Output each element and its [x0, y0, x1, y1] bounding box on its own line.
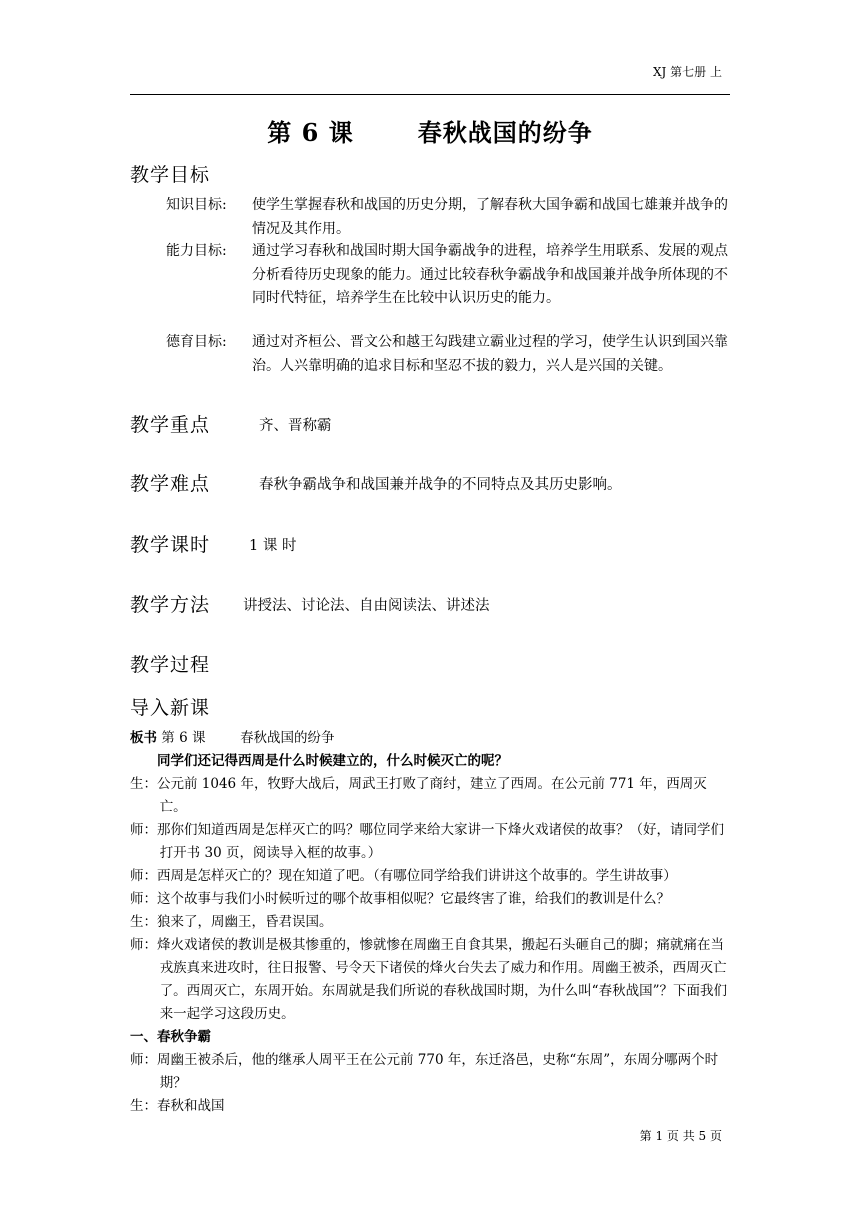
dialogue-line: 师：西周是怎样灭亡的？现在知道了吧。（有哪位同学给我们讲讲这个故事的。学生讲故事） — [130, 868, 677, 884]
section-heading: 一、春秋争霸 — [130, 1029, 211, 1045]
dialogue-line: 师：这个故事与我们小时候听过的哪个故事相似呢？它最终害了谁，给我们的教训是什么？ — [130, 891, 670, 907]
objective-ability — [166, 240, 732, 311]
hours-heading: 教学课时 — [130, 534, 211, 556]
lesson-number: 第 6 课 — [267, 118, 354, 147]
objective-text: 使学生掌握春秋和战国的历史分期，了解春秋大国争霸和战国七雄兼并战争的情况及其作用。 — [252, 197, 728, 237]
process-heading: 教学过程 — [130, 654, 211, 676]
difficulty-heading: 教学难点 — [130, 473, 211, 495]
dialogue-line: 师：那你们知道西周是怎样灭亡的吗？哪位同学来给大家讲一下烽火戏诸侯的故事？（好，请同学们打开书 30 页，阅读导入框的故事。） — [130, 822, 724, 861]
board-lesson: 第 6 课 — [161, 730, 206, 746]
objectives-heading: 教学目标 — [130, 164, 211, 186]
board-label: 板书 — [130, 730, 157, 746]
objective-moral — [166, 331, 732, 378]
board-line — [130, 727, 730, 750]
lesson-name: 春秋战国的纷争 — [417, 118, 593, 147]
objective-text: 通过对齐桓公、晋文公和越王勾践建立霸业过程的学习，使学生认识到国兴靠治。人兴靠明确的追求目标和坚忍不拔的毅力，兴人是兴国的关键。 — [252, 334, 728, 374]
method-heading: 教学方法 — [130, 594, 211, 616]
objective-label: 知识目标: — [166, 197, 227, 213]
header-divider — [130, 94, 730, 95]
dialogue-line: 师：周幽王被杀后，他的继承人周平王在公元前 770 年，东迁洛邑，史称“东周”，东周分哪两个时期？ — [130, 1052, 719, 1091]
opening-question: 同学们还记得西周是什么时候建立的，什么时候灭亡的呢？ — [157, 753, 508, 769]
difficulty-value: 春秋争霸战争和战国兼并战争的不同特点及其历史影响。 — [259, 477, 622, 493]
dialogue-line: 生：春秋和战国 — [130, 1098, 225, 1114]
objective-label: 能力目标: — [166, 243, 227, 259]
objective-knowledge — [166, 194, 732, 241]
dialogue-line: 生：狼来了，周幽王，昏君误国。 — [130, 914, 333, 930]
hours-value: 1 课 时 — [249, 538, 297, 554]
header-book-info: XJ 第七册 上 — [653, 65, 722, 79]
board-name: 春秋战国的纷争 — [240, 730, 335, 746]
page-number: 第 1 页 共 5 页 — [639, 1129, 722, 1143]
objective-label: 德育目标: — [166, 334, 227, 350]
method-value: 讲授法、讨论法、自由阅读法、讲述法 — [243, 598, 490, 614]
lesson-title — [0, 113, 860, 148]
key-points-heading: 教学重点 — [130, 414, 211, 436]
dialogue-line: 生：公元前 1046 年，牧野大战后，周武王打败了商纣，建立了西周。在公元前 771 年，西周灭亡。 — [130, 776, 707, 815]
lesson-body — [130, 727, 730, 1118]
intro-heading: 导入新课 — [130, 697, 211, 719]
key-points-value: 齐、晋称霸 — [259, 418, 332, 434]
dialogue-line: 师：烽火戏诸侯的教训是极其惨重的，惨就惨在周幽王自食其果，搬起石头砸自己的脚；痛就痛在当戎族真来进攻时，往日报警、号令天下诸侯的烽火台失去了威力和作用。周幽王被杀，西周灭亡了。西周灭亡，东周开始。东周就是我们所说的春秋战国时期，为什么叫“春秋战国”？下面我们来一起学习这段历史。 — [130, 937, 727, 1022]
objective-text: 通过学习春秋和战国时期大国争霸战争的进程，培养学生用联系、发展的观点分析看待历史现象的能力。通过比较春秋争霸战争和战国兼并战争所体现的不同时代特征，培养学生在比较中认识历史的能力。 — [252, 243, 728, 306]
